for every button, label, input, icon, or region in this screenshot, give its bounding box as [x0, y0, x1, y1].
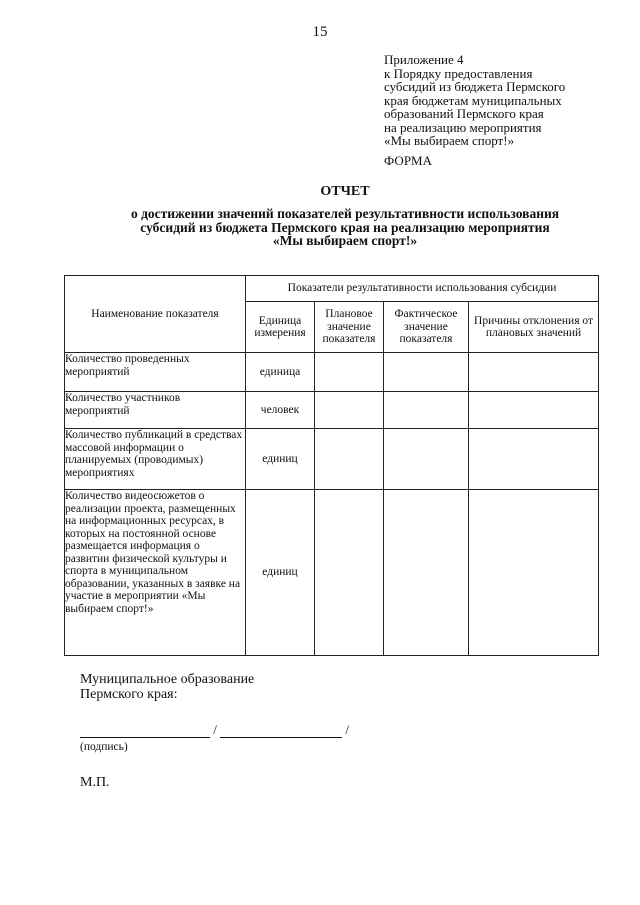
- deviation-reasons-cell[interactable]: [469, 353, 599, 392]
- signature-blank[interactable]: [80, 723, 210, 738]
- planned-value-cell[interactable]: [315, 353, 384, 392]
- indicator-unit: единица: [246, 353, 315, 392]
- planned-value-cell[interactable]: [315, 490, 384, 656]
- planned-value-cell[interactable]: [315, 429, 384, 490]
- signature-label-line: Пермского края:: [80, 687, 178, 702]
- indicator-name: Количество видеосюжетов о реализации проекта, размещенных на информационных ресурсах, в которых на постоянной основе размещается информация о развитии физической культуры и спорта в муниципальном образовании, указанных в заявке на участие в мероприятии «Мы выбираем спорт!»: [65, 490, 246, 656]
- header-indicators-group: Показатели результативности использования субсидии: [246, 276, 599, 302]
- appendix-line: края бюджетам муниципальных: [384, 92, 562, 108]
- page-number: 15: [312, 24, 328, 40]
- signature-line: [80, 722, 349, 738]
- header-planned-value: Плановое значение показателя: [315, 302, 384, 353]
- appendix-line: образований Пермского края: [384, 106, 544, 121]
- header-deviation-reasons: Причины отклонения от плановых значений: [469, 302, 599, 353]
- appendix-line: субсидий из бюджета Пермского: [384, 79, 566, 94]
- appendix-line: к Порядку предоставления: [384, 65, 533, 81]
- deviation-reasons-cell[interactable]: [469, 392, 599, 429]
- indicator-unit: единиц: [246, 490, 315, 656]
- indicator-name: Количество проведенных мероприятий: [65, 353, 246, 392]
- planned-value-cell[interactable]: [315, 392, 384, 429]
- indicator-unit: единиц: [246, 429, 315, 490]
- document-title: ОТЧЕТ: [320, 184, 370, 199]
- signature-separator: /: [213, 722, 217, 737]
- name-blank[interactable]: [220, 723, 342, 738]
- indicator-name: Количество участников мероприятий: [65, 392, 246, 429]
- stamp-placeholder: М.П.: [80, 775, 110, 790]
- actual-value-cell[interactable]: [384, 490, 469, 656]
- appendix-line: на реализацию мероприятия: [384, 119, 542, 135]
- table-row: [65, 490, 599, 656]
- deviation-reasons-cell[interactable]: [469, 429, 599, 490]
- appendix-line: «Мы выбираем спорт!»: [384, 133, 515, 148]
- signature-label-line: Муниципальное образование: [80, 672, 255, 687]
- document-subtitle: [80, 207, 610, 248]
- actual-value-cell[interactable]: [384, 392, 469, 429]
- header-actual-value: Фактическое значение показателя: [384, 302, 469, 353]
- indicator-unit: человек: [246, 392, 315, 429]
- actual-value-cell[interactable]: [384, 353, 469, 392]
- form-label: ФОРМА: [384, 153, 432, 168]
- header-indicator-name: Наименование показателя: [65, 276, 246, 353]
- report-table: [64, 275, 599, 656]
- signature-caption: (подпись): [80, 741, 128, 753]
- subtitle-line: о достижении значений показателей результативности использования: [130, 206, 560, 221]
- actual-value-cell[interactable]: [384, 429, 469, 490]
- table-row: [65, 353, 599, 392]
- table-row: [65, 429, 599, 490]
- signature-separator: /: [345, 722, 349, 737]
- appendix-line: Приложение 4: [384, 52, 464, 67]
- subtitle-line: субсидий из бюджета Пермского края на реализацию мероприятия: [140, 219, 550, 235]
- deviation-reasons-cell[interactable]: [469, 490, 599, 656]
- municipality-signature-label: [80, 672, 254, 702]
- indicator-name: Количество публикаций в средствах массовой информации о планируемых (проводимых) мероприятиях: [65, 429, 246, 490]
- header-unit: Единица измерения: [246, 302, 315, 353]
- appendix-reference: [384, 53, 624, 148]
- subtitle-line: «Мы выбираем спорт!»: [272, 233, 418, 248]
- table-row: [65, 392, 599, 429]
